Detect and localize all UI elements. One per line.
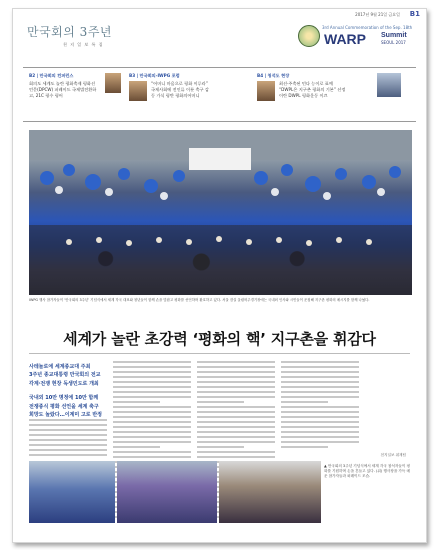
body-text-line bbox=[281, 436, 359, 438]
lead-line: 각계‧전쟁 현장 독생민도로 개최 bbox=[29, 380, 99, 387]
bottom-photo-stage bbox=[219, 461, 321, 523]
body-text-line bbox=[281, 441, 359, 443]
crowd-photo-illustration bbox=[29, 130, 412, 295]
body-column-0 bbox=[29, 419, 107, 459]
newspaper-page bbox=[12, 8, 427, 543]
body-text-line bbox=[113, 456, 191, 458]
body-text-line bbox=[197, 426, 275, 428]
body-text-line bbox=[197, 361, 275, 363]
index-photo bbox=[377, 73, 401, 97]
index-text: “어머니 마음으로 평화 이루라” 국제사회에 전인류 이룬 축구 감동 가식 평반 평화의어머니 bbox=[151, 81, 209, 98]
lead-line: 국내외 10만 명정에 10만 함께 bbox=[29, 395, 99, 402]
body-text-line bbox=[113, 361, 191, 363]
index-kicker: B2 | 만국회의 컨퍼런스 bbox=[29, 73, 74, 78]
lead-line: 전쟁종식 평화 선언을 세계 축구 bbox=[29, 403, 99, 410]
page-number: B1 bbox=[409, 10, 420, 18]
body-text-line bbox=[113, 386, 191, 388]
body-text-line bbox=[281, 411, 359, 413]
body-text-line bbox=[281, 366, 359, 368]
body-text-line bbox=[113, 366, 191, 368]
main-photo-caption: IWPG 행사 참가자들이 ‘만국회의 3주년’ 기념식에서 세계 각국 대표와 청년들이 함께 손을 맞잡고 평화를 선언하며 환호하고 있다. 서울 잠실 올림픽주경기장에는 국내외 인사와 시민들이 운집해 지구촌 평화의 메시지를 함께 나눴다. bbox=[29, 298, 370, 302]
body-text-line bbox=[197, 446, 244, 448]
lead-line: 3주년 종교대통령 만국회의 전교 bbox=[29, 372, 101, 379]
body-text-line bbox=[281, 386, 359, 388]
index-text: 회의도 세계도 놀란 평화축제 평화선언문(DPCW) 퍼레이드 국제법전환하고, 21C 평수 평어 bbox=[29, 81, 97, 98]
body-text-line bbox=[113, 376, 191, 378]
body-text-line bbox=[281, 416, 359, 418]
body-text-line bbox=[197, 386, 275, 388]
body-text-line bbox=[197, 376, 275, 378]
byline: 천지일보 취재팀 bbox=[380, 453, 406, 457]
index-text: 최선·주축된 민다 능이로 표예 “DWPL은 지구촌 평화의 기본” 선정이란 DWPL 평화운동 이끄 bbox=[279, 81, 346, 98]
header-divider bbox=[23, 67, 416, 68]
body-text-line bbox=[113, 421, 191, 423]
body-text-line bbox=[29, 434, 107, 436]
body-text-line bbox=[113, 391, 191, 393]
body-column-3 bbox=[281, 361, 359, 451]
emblem-icon bbox=[298, 25, 320, 47]
body-text-line bbox=[281, 426, 359, 428]
index-photo bbox=[129, 81, 147, 101]
body-text-line bbox=[29, 419, 107, 421]
section-title: 만국회의 3주년 bbox=[27, 25, 113, 39]
crowd-front-row bbox=[29, 225, 412, 295]
logo-top-text: 3rd Annual Commemoration of the Sep. 18th bbox=[322, 25, 413, 30]
index-kicker: B4 | 청석도 현장 bbox=[257, 73, 290, 78]
body-text-line bbox=[197, 451, 275, 453]
body-text-line bbox=[113, 411, 191, 413]
section-subtitle: 천 지 일 보 특 집 bbox=[63, 42, 104, 47]
body-text-line bbox=[29, 449, 107, 451]
body-text-line bbox=[113, 396, 191, 398]
body-text-line bbox=[29, 454, 107, 456]
headline: 세계가 놀란 초강력 ‘평화의 핵’ 지구촌을 휘감다 bbox=[63, 330, 376, 348]
logo-summit: Summit bbox=[381, 32, 407, 39]
body-text-line bbox=[197, 421, 275, 423]
body-text-line bbox=[281, 421, 359, 423]
logo-name: WARP bbox=[324, 31, 366, 47]
body-text-line bbox=[197, 406, 275, 408]
body-text-line bbox=[281, 396, 359, 398]
body-text-line bbox=[29, 439, 107, 441]
issue-date: 2017년 9월 21일 금요일 bbox=[355, 12, 400, 17]
body-text-line bbox=[113, 416, 191, 418]
body-text-line bbox=[113, 431, 191, 433]
body-text-line bbox=[197, 401, 244, 403]
white-balloons bbox=[55, 186, 385, 200]
body-text-line bbox=[113, 451, 191, 453]
body-text-line bbox=[113, 371, 191, 373]
body-text-line bbox=[197, 436, 275, 438]
body-text-line bbox=[113, 406, 191, 408]
body-text-line bbox=[197, 411, 275, 413]
body-text-line bbox=[281, 446, 328, 448]
index-photo bbox=[105, 73, 121, 93]
body-text-line bbox=[197, 391, 275, 393]
body-text-line bbox=[197, 456, 275, 458]
body-text-line bbox=[197, 371, 275, 373]
body-text-line bbox=[29, 429, 107, 431]
bottom-photo-rally bbox=[117, 461, 217, 523]
body-text-line bbox=[197, 431, 275, 433]
body-text-line bbox=[113, 381, 191, 383]
body-text-line bbox=[281, 391, 359, 393]
body-text-line bbox=[197, 416, 275, 418]
body-text-line bbox=[197, 366, 275, 368]
index-divider bbox=[23, 121, 416, 122]
body-text-line bbox=[281, 361, 359, 363]
lead-deck bbox=[29, 363, 107, 419]
body-text-line bbox=[281, 381, 359, 383]
body-text-line bbox=[113, 426, 191, 428]
body-text-line bbox=[281, 376, 359, 378]
body-text-line bbox=[197, 381, 275, 383]
index-kicker: B3 | 만국회의-IWPG 포럼 bbox=[129, 73, 180, 78]
main-photo-crowd bbox=[29, 130, 412, 295]
body-text-line bbox=[113, 401, 160, 403]
body-text-line bbox=[281, 371, 359, 373]
index-photo bbox=[257, 81, 275, 101]
logo-city: SEOUL 2017 bbox=[381, 40, 406, 45]
lead-line: 사테놀로에 세계종교대 주최 bbox=[29, 364, 91, 370]
body-text-line bbox=[197, 396, 275, 398]
body-text-line bbox=[197, 441, 275, 443]
body-text-line bbox=[113, 436, 191, 438]
page-header-strip bbox=[13, 9, 426, 21]
warp-summit-logo bbox=[298, 25, 416, 59]
body-text-line bbox=[281, 406, 359, 408]
body-text-line bbox=[29, 444, 107, 446]
body-text-line bbox=[281, 401, 328, 403]
body-text-line bbox=[29, 424, 107, 426]
stadium-screen bbox=[189, 148, 251, 170]
lead-line: 희망도 놀랐다…이계미 고로 반정 bbox=[29, 412, 103, 419]
body-text-line bbox=[281, 431, 359, 433]
body-text-line bbox=[113, 441, 191, 443]
bottom-photos-caption: ▲ 만국회의 3주년 기념식에서 세계 각국 참석자들이 평화를 기원하며 손을 흔들고 있다. (위) 행사장을 가득 메운 참가자들과 퍼레이드 모습. bbox=[324, 464, 410, 478]
headline-divider bbox=[29, 353, 410, 354]
body-text-line bbox=[113, 446, 160, 448]
bottom-photo-parade bbox=[29, 461, 115, 523]
